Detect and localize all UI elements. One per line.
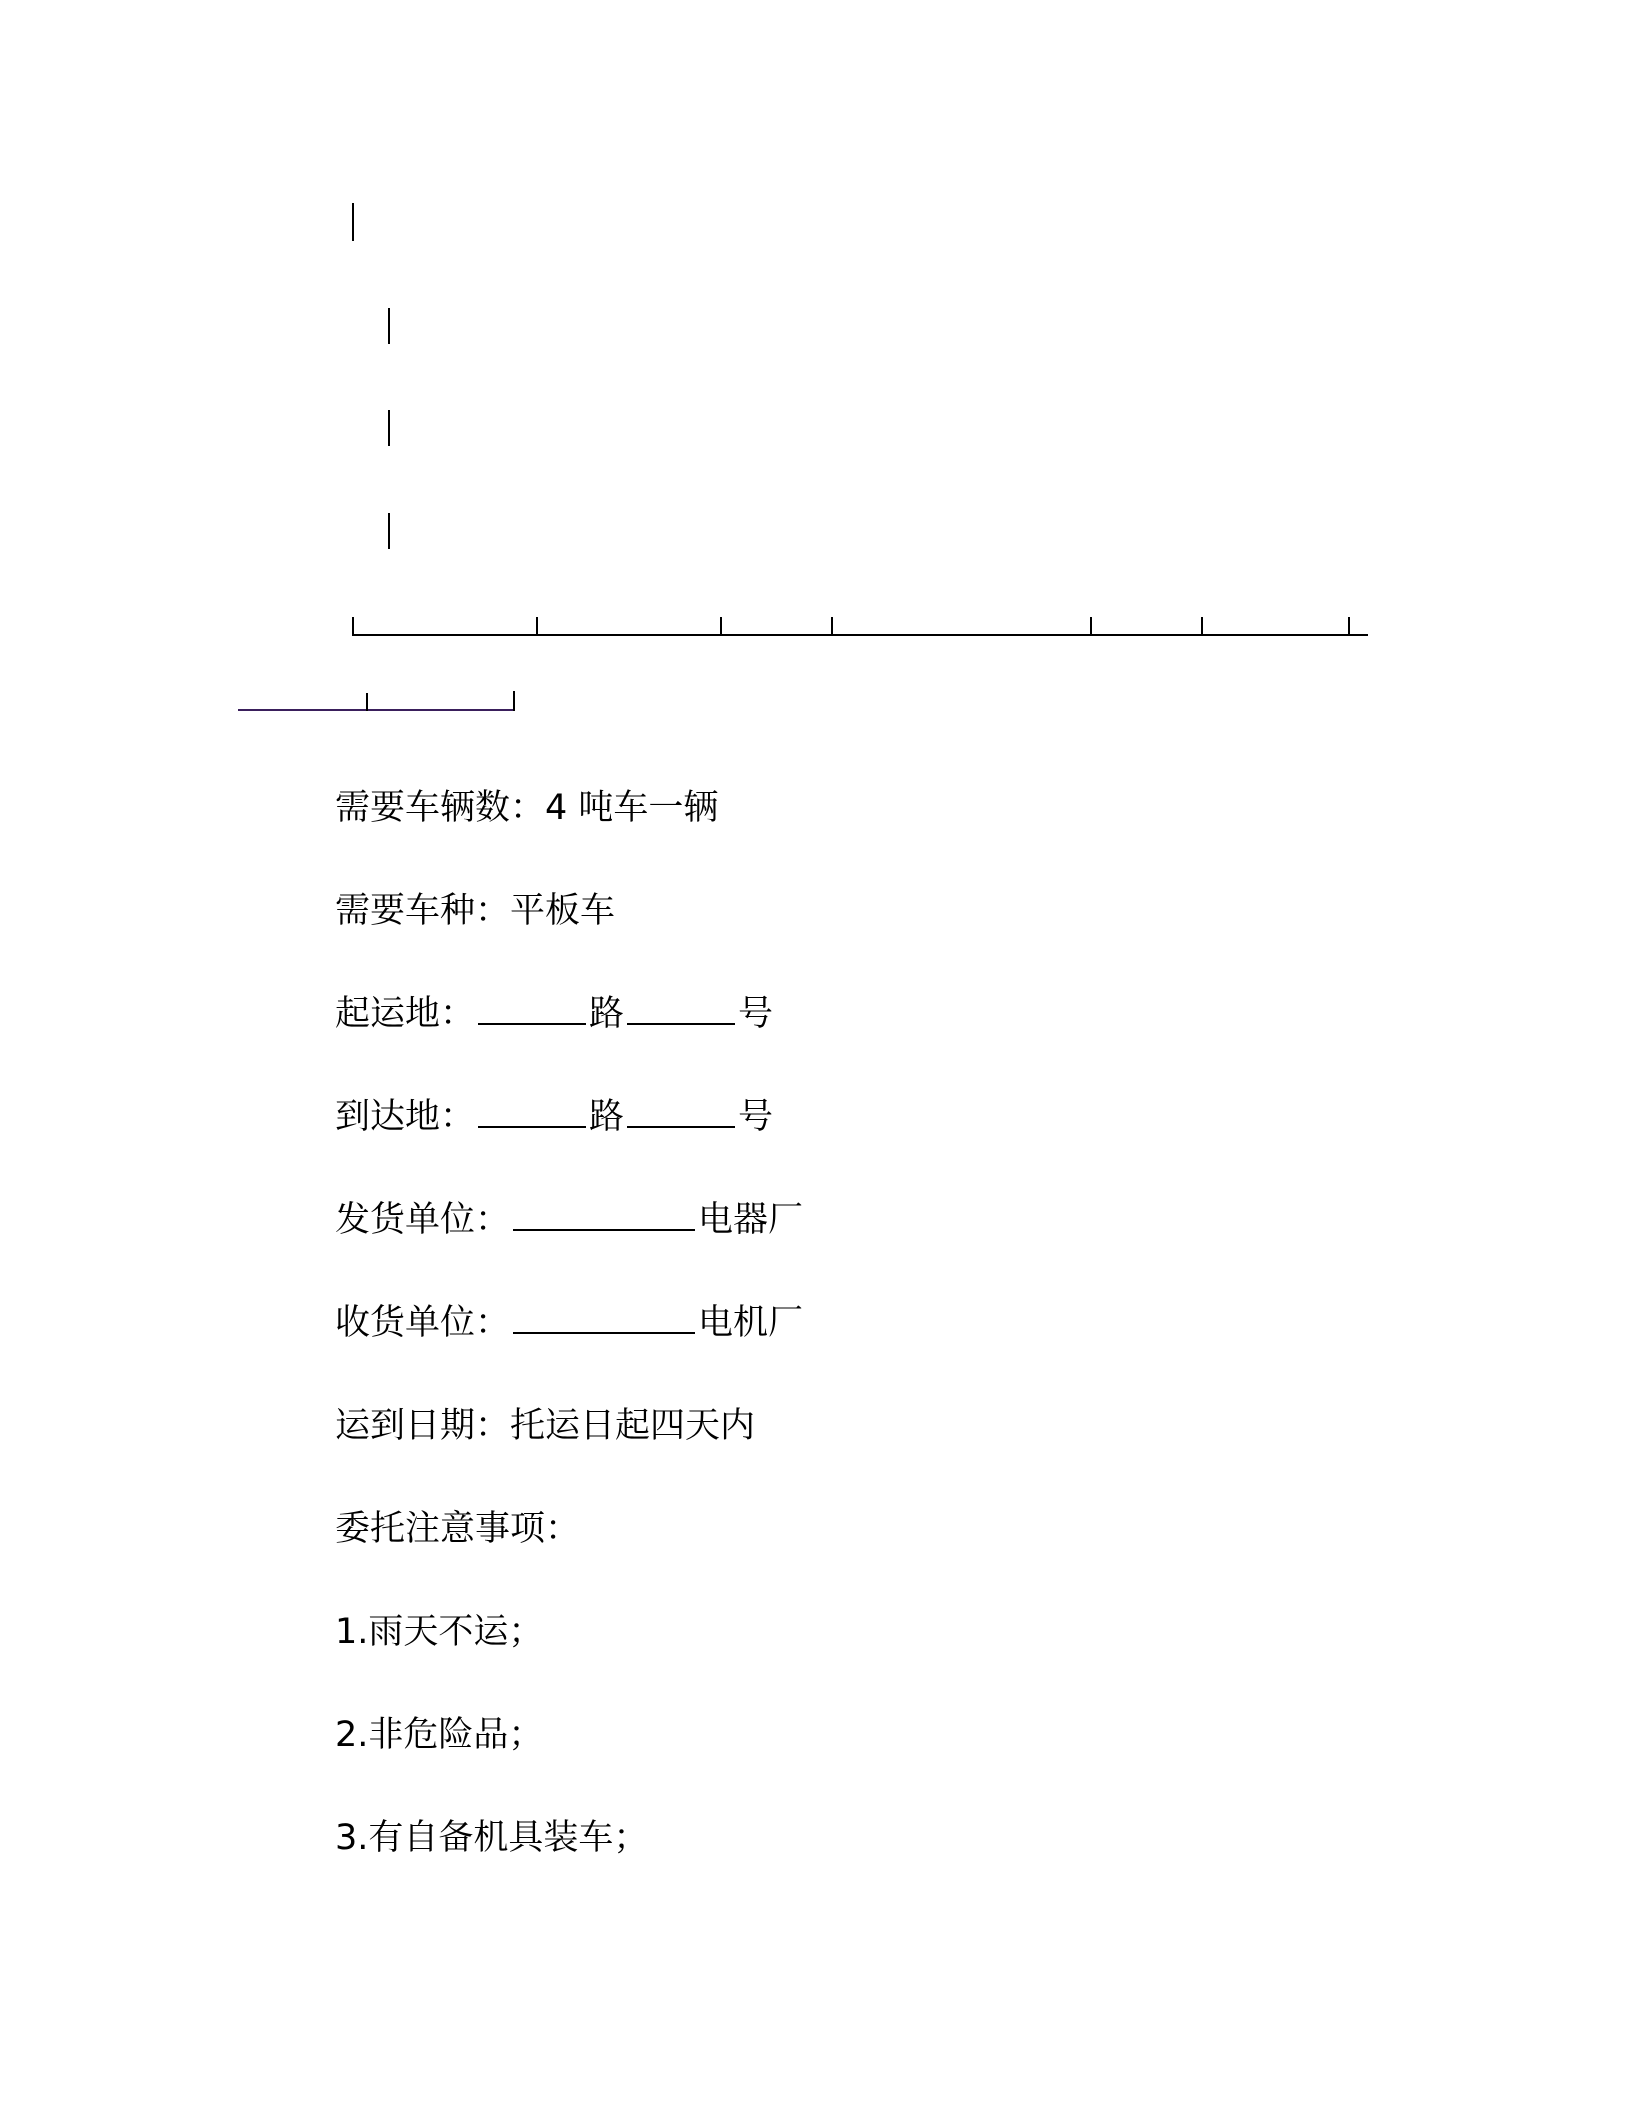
origin-road-text: 路	[589, 994, 625, 1034]
arrival-date-label: 运到日期：	[335, 1406, 511, 1446]
vehicle-type-value: 平板车	[510, 891, 616, 931]
destination-label: 到达地：	[335, 1097, 476, 1137]
note-item: 2.非危险品；	[335, 1715, 544, 1755]
table-border-vertical	[352, 203, 354, 241]
origin-number-text: 号	[738, 994, 774, 1034]
table-cell-tick	[1348, 617, 1350, 636]
shipper-suffix: 电器厂	[698, 1200, 804, 1240]
shipper-line	[335, 1198, 803, 1242]
table-cell-tick	[1201, 617, 1203, 636]
note-item: 1.雨天不运；	[335, 1612, 544, 1652]
table-cell-tick	[366, 693, 368, 711]
note-item: 3.有自备机具装车；	[335, 1818, 649, 1858]
arrival-date-line	[335, 1404, 755, 1448]
destination-line	[335, 1095, 773, 1139]
vehicle-type-line	[335, 889, 615, 933]
notes-heading: 委托注意事项：	[335, 1509, 581, 1549]
table-cell-tick	[831, 617, 833, 636]
table-border-horizontal	[238, 709, 515, 711]
destination-number-text: 号	[738, 1097, 774, 1137]
destination-road-text: 路	[589, 1097, 625, 1137]
consignee-name-blank[interactable]	[513, 1302, 695, 1334]
consignee-line	[335, 1301, 803, 1345]
table-border-horizontal	[352, 634, 1368, 636]
consignee-label: 收货单位：	[335, 1303, 511, 1343]
origin-label: 起运地：	[335, 994, 476, 1034]
vehicle-count-label: 需要车辆数：	[335, 788, 546, 828]
table-border-vertical	[388, 410, 390, 446]
table-cell-tick	[1090, 617, 1092, 636]
table-cell-tick	[513, 691, 515, 711]
destination-number-blank[interactable]	[627, 1096, 735, 1128]
vehicle-count-line	[335, 786, 718, 830]
shipper-name-blank[interactable]	[513, 1199, 695, 1231]
origin-number-blank[interactable]	[627, 993, 735, 1025]
table-cell-tick	[720, 617, 722, 636]
vehicle-count-value: 4 吨车一辆	[545, 788, 719, 828]
table-border-vertical	[388, 308, 390, 344]
vehicle-type-label: 需要车种：	[335, 891, 511, 931]
table-cell-tick	[352, 617, 354, 636]
origin-road-blank[interactable]	[478, 993, 586, 1025]
destination-road-blank[interactable]	[478, 1096, 586, 1128]
table-border-vertical	[388, 513, 390, 549]
origin-line	[335, 992, 773, 1036]
consignee-suffix: 电机厂	[698, 1303, 804, 1343]
table-cell-tick	[536, 617, 538, 636]
shipper-label: 发货单位：	[335, 1200, 511, 1240]
arrival-date-value: 托运日起四天内	[510, 1406, 756, 1446]
